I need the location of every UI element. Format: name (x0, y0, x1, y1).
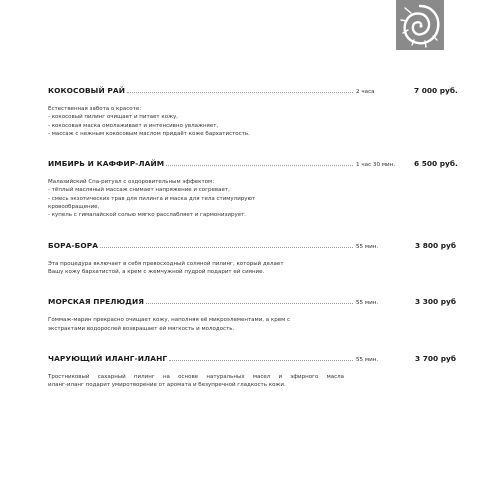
description-line: - купель с гималайской солью мягко расслабляет и гармонизирует. (48, 212, 247, 219)
item-description (48, 105, 348, 138)
item-price: 3 800 руб (415, 240, 456, 250)
item-title: ИМБИРЬ И КАФФИР-ЛАЙМ (48, 159, 165, 169)
item-header (48, 86, 456, 98)
description-line: экстрактами водорослей возвращает ей мягкость и молодость. (48, 325, 235, 332)
item-description (48, 178, 348, 219)
menu-item (48, 297, 456, 333)
description-line: Малазийский Спа-ритуал с оздоровительным эффектом: (48, 179, 215, 186)
description-line: - массаж с нежным кокосовым маслом придаёт коже бархатистость. (48, 130, 250, 137)
description-line: - тёплый масляный массаж снимает напряжение и согревает, (48, 187, 230, 194)
dot-leader (169, 360, 353, 361)
description-line: иланг-иланг подарит умиротворение от аромата и безупречной гладкость кожи. (48, 382, 286, 389)
dot-leader (127, 92, 353, 93)
dot-leader (146, 303, 353, 304)
item-duration: 55 мин. (356, 356, 379, 363)
description-line: - кокосовая маска омолаживает и интенсивно увлажняет, (48, 122, 219, 129)
description-line: Гоммаж-марин прекрасно очищает кожу, наполняя её микроэлементами, а крем с (48, 317, 291, 324)
item-title: КОКОСОВЫЙ РАЙ (48, 86, 126, 95)
item-header (48, 297, 456, 309)
item-price: 3 300 руб (415, 297, 456, 307)
item-duration: 1 час 30 мин. (356, 162, 396, 169)
description-line: кровообращение, (48, 204, 100, 211)
menu-item (48, 354, 456, 390)
menu-item (48, 86, 456, 138)
item-title: ЧАРУЮЩИЙ ИЛАНГ-ИЛАНГ (48, 353, 168, 363)
item-duration: 55 мин. (356, 243, 379, 250)
menu-item (48, 159, 456, 219)
item-title: МОРСКАЯ ПРЕЛЮДИЯ (48, 297, 145, 307)
item-header (48, 241, 456, 253)
description-line: - кокосовый пилинг очищает и питает кожу, (48, 114, 179, 121)
item-price: 3 700 руб (415, 353, 456, 363)
item-title: БОРА-БОРА (48, 240, 99, 250)
item-description (48, 260, 348, 277)
item-price: 6 500 руб. (414, 159, 458, 169)
item-description (48, 316, 348, 333)
item-duration: 55 мин. (356, 300, 379, 307)
item-price: 7 000 руб. (414, 86, 458, 95)
item-duration: 2 часа (356, 89, 375, 95)
description-line: - смесь экзотических трав для пилинга и маска для тела стимулируют (48, 195, 256, 202)
description-line: Вашу кожу бархатистой, а крем с жемчужной пудрой подарит ей сияние. (48, 268, 265, 275)
spa-menu (48, 86, 456, 410)
shell-logo-icon (396, 0, 444, 50)
dot-leader (100, 247, 353, 248)
item-header (48, 159, 456, 171)
item-header (48, 354, 456, 366)
description-line: Тростниковый сахарный пилинг на основе натуральных масел и эфирного масла (48, 373, 344, 380)
description-line: Естественная забота о красоте: (48, 106, 142, 112)
dot-leader (166, 165, 353, 166)
menu-item (48, 241, 456, 277)
description-line: Эта процедура включает в себя превосходный соляной пилинг, который делает (48, 260, 284, 267)
item-description (48, 373, 344, 390)
